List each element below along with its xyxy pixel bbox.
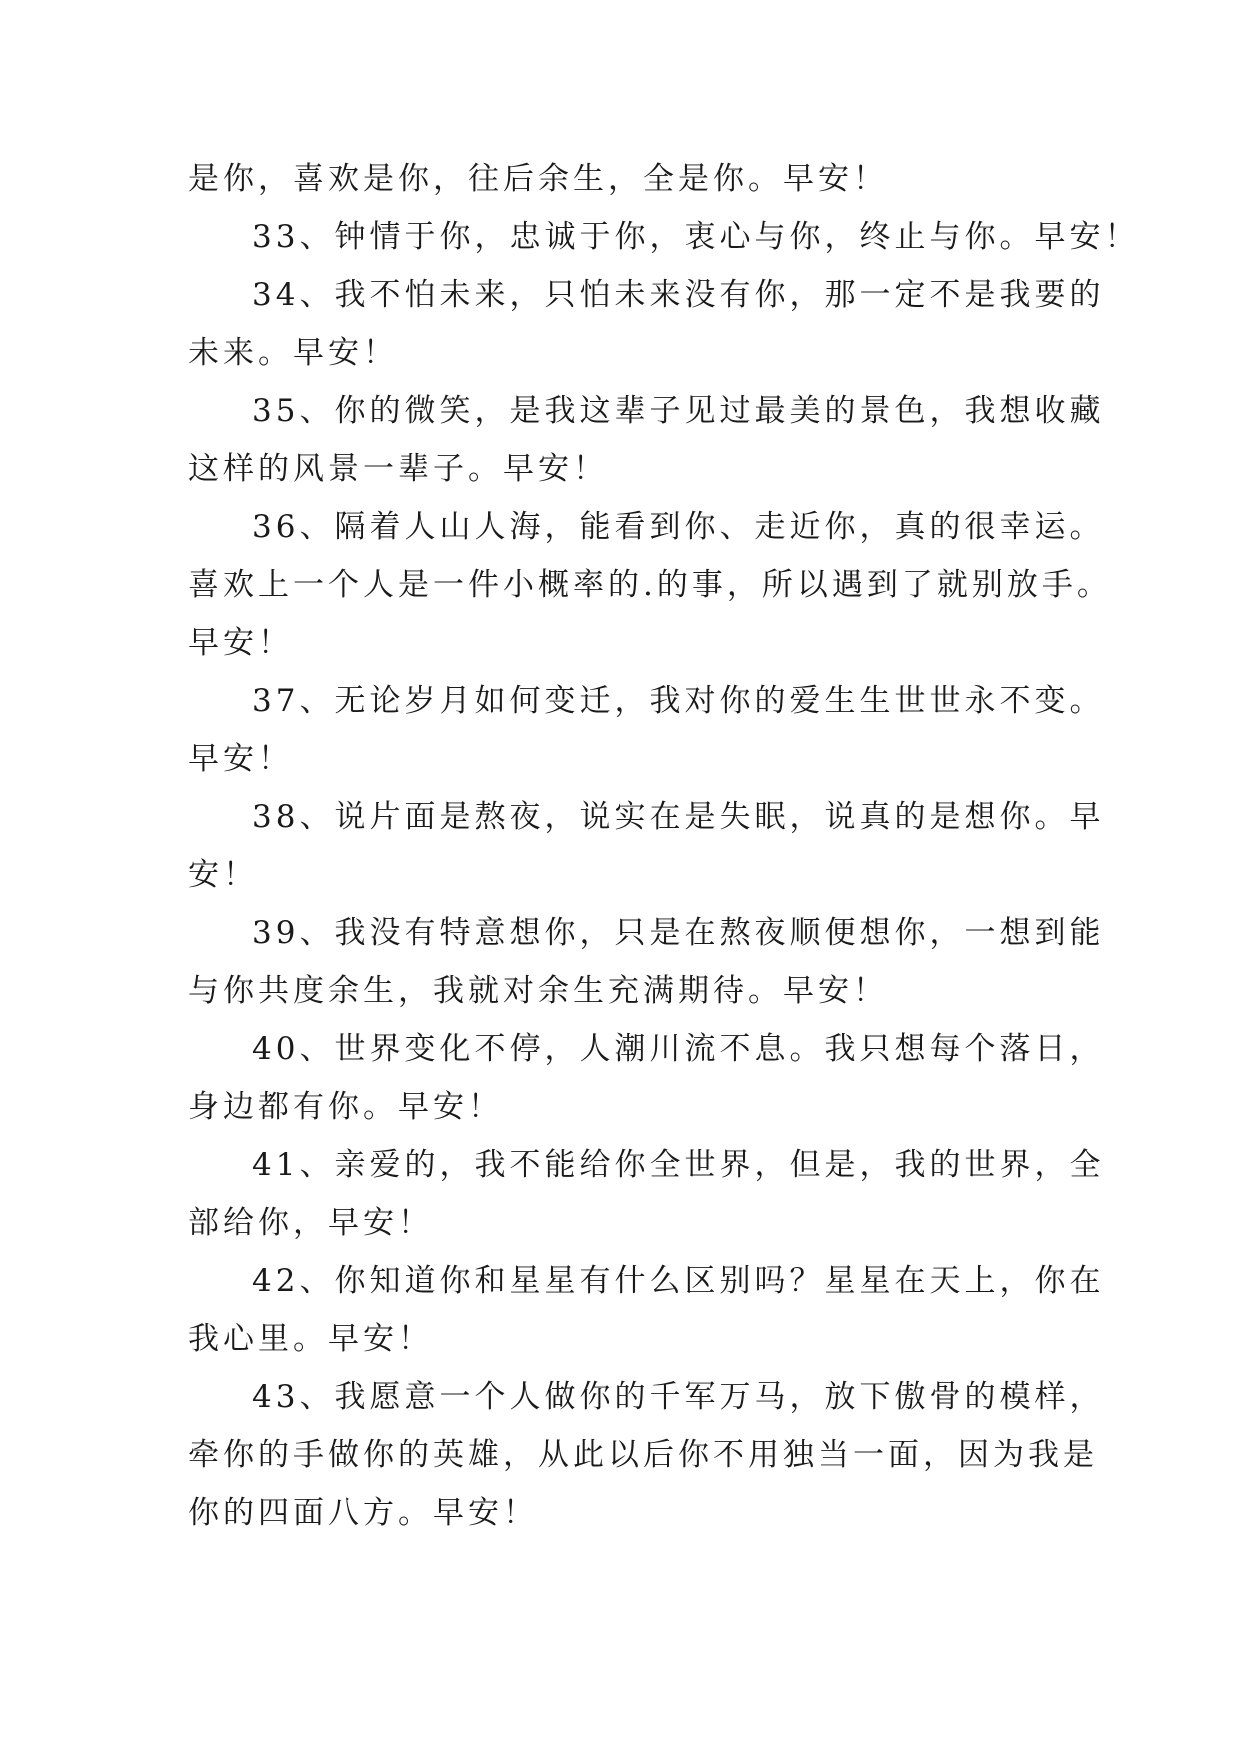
text-line-16: 40、世界变化不停，人潮川流不息。我只想每个落日，: [252, 1031, 1105, 1067]
text-line-15: 与你共度余生，我就对余生充满期待。早安！: [188, 973, 888, 1009]
text-line-1: 是你，喜欢是你，往后余生，全是你。早安！: [188, 161, 888, 197]
text-line-18: 41、亲爱的，我不能给你全世界，但是，我的世界，全: [252, 1147, 1105, 1183]
text-line-6: 这样的风景一辈子。早安！: [188, 451, 608, 487]
text-line-13: 安！: [188, 857, 258, 893]
text-line-22: 43、我愿意一个人做你的千军万马，放下傲骨的模样，: [252, 1379, 1105, 1415]
text-line-19: 部给你，早安！: [188, 1205, 433, 1241]
text-line-7: 36、隔着人山人海，能看到你、走近你，真的很幸运。: [252, 509, 1105, 545]
text-line-5: 35、你的微笑，是我这辈子见过最美的景色，我想收藏: [252, 393, 1105, 429]
text-line-4: 未来。早安！: [188, 335, 398, 371]
document-page: [188, 150, 1140, 1542]
text-line-8: 喜欢上一个人是一件小概率的.的事，所以遇到了就别放手。: [188, 567, 1112, 603]
text-line-17: 身边都有你。早安！: [188, 1089, 503, 1125]
text-line-24: 你的四面八方。早安！: [188, 1495, 538, 1531]
text-line-21: 我心里。早安！: [188, 1321, 433, 1357]
text-line-3: 34、我不怕未来，只怕未来没有你，那一定不是我要的: [252, 277, 1105, 313]
text-line-9: 早安！: [188, 625, 293, 661]
text-line-20: 42、你知道你和星星有什么区别吗？星星在天上，你在: [252, 1263, 1105, 1299]
text-line-2: 33、钟情于你，忠诚于你，衷心与你，终止与你。早安！: [252, 219, 1140, 255]
text-line-10: 37、无论岁月如何变迁，我对你的爱生生世世永不变。: [252, 683, 1105, 719]
text-line-23: 牵你的手做你的英雄，从此以后你不用独当一面，因为我是: [188, 1437, 1098, 1473]
text-line-12: 38、说片面是熬夜，说实在是失眠，说真的是想你。早: [252, 799, 1105, 835]
text-line-11: 早安！: [188, 741, 293, 777]
text-line-14: 39、我没有特意想你，只是在熬夜顺便想你，一想到能: [252, 915, 1105, 951]
